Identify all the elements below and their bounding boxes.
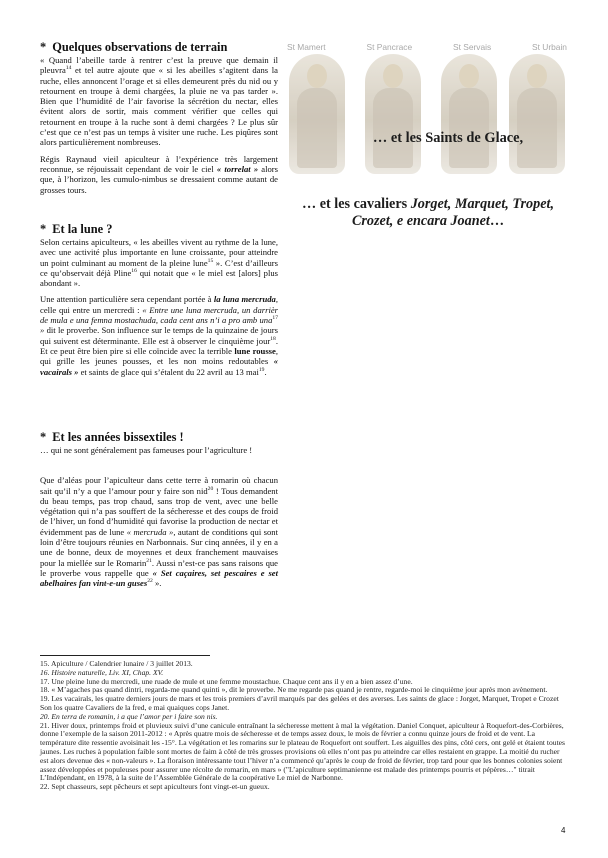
- paragraph: [40, 154, 278, 195]
- saint-name: St Urbain: [532, 42, 567, 52]
- text-run: et saints de glace qui s’étalent du 22 avril au 13 mai: [78, 366, 259, 377]
- statue-saint-pancrace: [365, 54, 421, 174]
- footnote: 21. Hiver doux, printemps froid et pluvieux suivi d’une canicule entraînant la sécheresse mettent à mal la végétation. Daniel Conquet, apiculteur à Roquefort-des-Corbières, donne l’exemple de la saison 2011-2012 : « Après quatre mois de sécheresse et de temps assez doux, le mois de février a connu quinze jours de froid et de vent. La température dite ressentie avoisinait les -15°. La végétation et les romarins sur le plateau de Roquefort ont souffert. Les aiguilles des pins, côté cers, ont gelé et étaient toutes jaunes. Les ruches à population faible sont mortes de faim à côté de très grosses provisions où elles n’ont pas pu atteindre car elles restaient en grappe. La moitié du rucher est alors devenue des « non-valeurs ». La floraison intéressante tout l’hiver n’a commencé qu’après le coup de froid de février, trop tard pour que les bonnes colonies soient assez développées et populeuses pour assurer une récolte de romarin, en mars » ("L’apiculture septimanienne est malade des printemps pourris et pépères…" titrait L’Indépendant, en 1978, à la suite de l’Assemblée Générale de la coopérative Le miel de Narbonne.: [40, 720, 566, 783]
- text-run: ! Tous demandent du beau temps, pas trop chaud, sans trop de vent, avec une belle végétation qui n’a pas souffert de la sécheresse et des coups de froid de l’hiver, un fond d’humidité qui favorise la production de nectar et évidemment pas de lune: [40, 485, 278, 537]
- section-heading: [40, 430, 278, 444]
- term-torrelat: « torrelat »: [216, 163, 259, 174]
- term-mercruda: « mercruda »: [126, 526, 174, 537]
- footnote: 22. Sept chasseurs, sept pêcheurs et sept apiculteurs font vingt-et-un gueux.: [40, 782, 270, 792]
- term-vacairals: « vacairals »: [40, 356, 278, 377]
- saint-names-row: [287, 42, 567, 52]
- text-run: ». C’est d’ailleurs ce qu’observait déjà Pline: [40, 257, 279, 278]
- footnote-ref[interactable]: 21: [146, 557, 152, 564]
- text-run: et tel autre ajoute que « si les abeilles s’agitent dans la ruche, elles annoncent l’orage et si elles demeurent près du nid ou y retournent en troupe à demi chargées, la pluie ne va pas tarder ». Bien que l’humidité de l’air favorise la sécrétion du nectar, elles évitent alors de sortir, mais comment vérifier que celles qui retournent en troupe à la ruche sont à demi chargées ? Le plus sûr c’est que ce n’est pas un temps à visiter une ruche. Les piqûres sont alors particulièrement nombreuses.: [40, 65, 278, 148]
- text-run: , celle qui entre un mercredi :: [40, 294, 278, 315]
- caption-text: …: [489, 213, 505, 229]
- footnote: 20. En terra de romanin, i a que l’amor per i faire son nis.: [40, 711, 218, 721]
- page-number: 4: [561, 826, 566, 835]
- footnotes: [40, 660, 568, 792]
- proverb-quote: « Entre une luna mercruda, un darrièr de mula e una femna mostachuda, cada cent ans n’i a pro amb una: [40, 304, 278, 326]
- statue-saint-servais: [441, 54, 497, 174]
- image-caption-saints: … et les Saints de Glace,: [372, 130, 524, 146]
- section-heading: [40, 40, 278, 54]
- heading-text: Et les années bissextiles !: [52, 430, 184, 444]
- saint-name: St Mamert: [287, 42, 326, 52]
- caption-names: Jorget, Marquet, Tropet, Crozet, e encara Joanet: [351, 196, 555, 229]
- text-run: Une attention particulière sera cependant portée à: [40, 294, 214, 305]
- footnote-ref[interactable]: 20: [207, 485, 214, 492]
- text-run: . Aussi n’est-ce pas sans raisons que le proverbe vous rappelle que: [40, 557, 278, 578]
- text-run: ».: [152, 578, 162, 589]
- term-lune-rousse: lune rousse: [234, 345, 276, 356]
- statue-saint-urbain: [509, 54, 565, 174]
- text-run: »: [40, 325, 45, 336]
- footnote-ref[interactable]: 16: [131, 268, 137, 275]
- footnote-ref[interactable]: 14: [65, 65, 72, 72]
- text-run: , autant de conditions qui sont loin d’être toujours réunies en Narbonnais. Sur cinq années, il y en a une de bonne, deux de moyennes et deux franchement mauvaises pour la miellée sur le Romarin: [40, 526, 278, 568]
- footnote: 15. Apiculture / Calendrier lunaire / 3 juillet 2013.: [40, 659, 193, 668]
- statue-saint-mamert: [289, 54, 345, 174]
- text-run: alors que, à l’horizon, les cumulo-nimbus se dressaient comme autant de grosses tours.: [40, 163, 279, 195]
- text-run: qui notait que « le miel est [alors] plus abondant ».: [40, 267, 278, 289]
- heading-text: Quelques observations de terrain: [52, 40, 228, 54]
- paragraph: [40, 237, 278, 288]
- bullet-star: *: [40, 40, 47, 54]
- text-run: Régis Raynaud vieil apiculteur à l’expérience très largement reconnue, se réjouissait cependant de voir le ciel: [40, 153, 278, 174]
- paragraph: [40, 55, 278, 148]
- section-lune: [40, 222, 278, 383]
- paragraph: [40, 294, 278, 376]
- caption-text: … et les cavaliers: [301, 196, 411, 212]
- term-luna-mercruda: la luna mercruda: [213, 294, 276, 305]
- paragraph: [40, 475, 278, 588]
- saints-de-glace-image: [283, 38, 571, 242]
- proverb-quote: « Set caçaires, set pescaires e set abelhaires fan vint-e-un guses: [40, 567, 278, 589]
- text-run: Selon certains apiculteurs, « les abeilles vivent au rythme de la lune, avec une activité plus importante en lune croissante, pour atteindre un point culminant au moment de la pleine lune: [40, 237, 278, 268]
- section-terrain: [40, 40, 278, 201]
- section-bissextiles: [40, 430, 278, 595]
- bullet-star: *: [40, 430, 47, 444]
- heading-text: Et la lune ?: [52, 222, 113, 236]
- saint-name: St Servais: [453, 42, 492, 52]
- footnote: 18. « M’agaches pas quand dintri, regarda-me quand quinti », dit le proverbe. Ne me regarde pas quand je rentre, regarde-moi le cinquième jour après mon avènement.: [40, 685, 548, 695]
- footnote-ref[interactable]: 17: [272, 315, 278, 322]
- text-run: . Et ce peut être bien pire si elle coïncide avec la terrible: [40, 335, 278, 356]
- text-run: « Quand l’abeille tarde à rentrer c’est la preuve que demain il pleuvra: [40, 55, 278, 76]
- image-caption-cavaliers: [285, 196, 571, 230]
- footnote-ref[interactable]: 22: [147, 578, 153, 585]
- text-run: Que d’aléas pour l’apiculteur dans cette terre à romarin où chacun sait qu’il n’y a que l’amour pour y faire son nid: [40, 475, 278, 496]
- paragraph: … qui ne sont généralement pas fameuses pour l’agriculture !: [40, 445, 253, 455]
- footnote: 19. Les vacairals, les quatre derniers jours de mars et les trois premiers d’avril marqués par des gelées et des averses. Les saints de glace : Jorget, Marquet, Tropet e Crozet Son los quatre Cavaliers de la fred, e mai quaiques cops Janet.: [40, 694, 559, 712]
- text-run: .: [264, 366, 267, 377]
- text-run: , qui grille les jeunes pousses, et les non moins redoutables: [40, 345, 278, 367]
- saint-name: St Pancrace: [366, 42, 413, 52]
- bullet-star: *: [40, 222, 47, 236]
- footnote: 17. Une pleine lune du mercredi, une ruade de mule et une femme moustachue. Chaque cent ans il y en a bien assez d’une.: [40, 676, 413, 686]
- section-heading: [40, 222, 278, 236]
- footnote-ref[interactable]: 18: [270, 335, 276, 342]
- text-run: dit le proverbe. Son influence sur le temps de la quinzaine de jours qui suivent est déterminante. Elle est à observer le cinquième jour: [40, 325, 278, 346]
- footnote-divider: [40, 655, 210, 656]
- footnote-ref[interactable]: 19: [258, 366, 265, 373]
- footnote: 16. Histoire naturelle, Liv. XI, Chap. XV.: [40, 667, 164, 677]
- footnote-ref[interactable]: 15: [207, 257, 214, 264]
